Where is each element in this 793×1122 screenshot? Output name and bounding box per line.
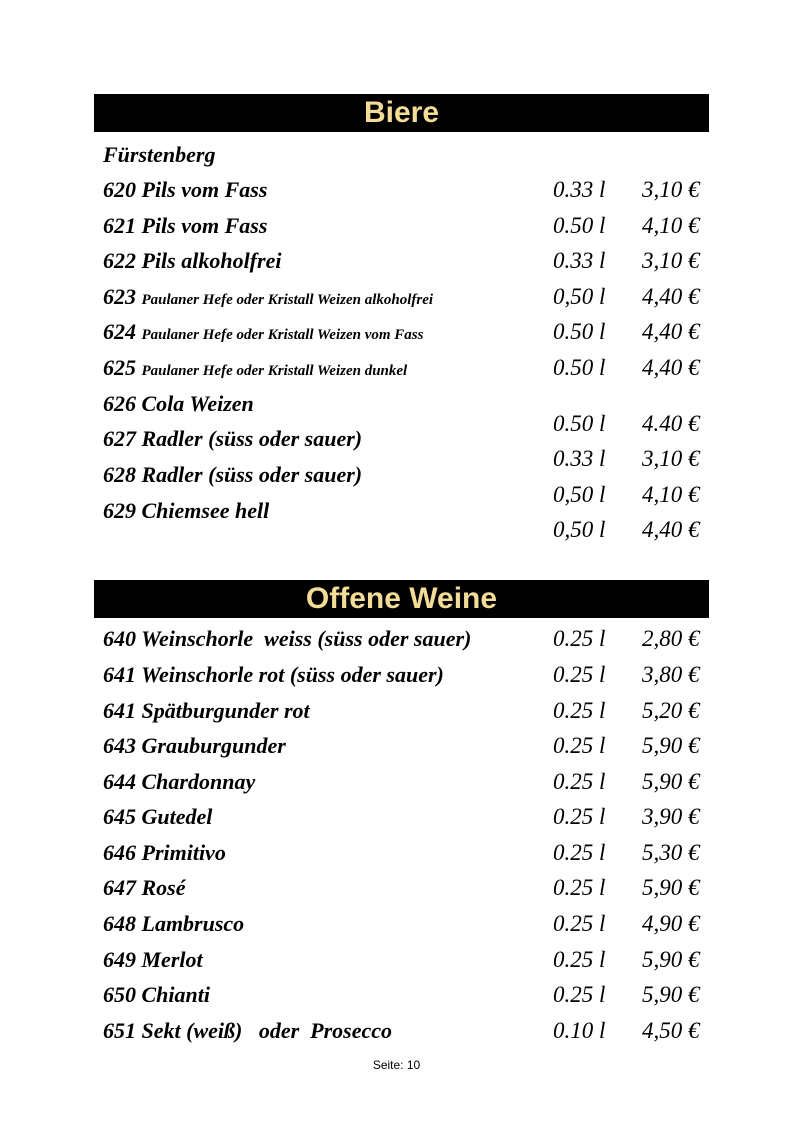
section-header-offene-weine: Offene Weine xyxy=(94,580,709,618)
menu-item-price: 4,50 € xyxy=(642,1018,700,1043)
menu-item-volume: 0.33 l xyxy=(553,177,606,202)
menu-item-name: 643 Grauburgunder xyxy=(103,733,286,758)
menu-item-name: 624 Paulaner Hefe oder Kristall Weizen vom Fass xyxy=(103,319,424,344)
menu-item-volume: 0.25 l xyxy=(553,875,606,900)
menu-item-volume: 0.25 l xyxy=(553,911,606,936)
menu-item-volume: 0,50 l xyxy=(553,482,606,507)
menu-item-price: 4,90 € xyxy=(642,911,700,936)
menu-item-name: 641 Weinschorle rot (süss oder sauer) xyxy=(103,662,444,687)
menu-item-price: 3,10 € xyxy=(642,177,700,202)
menu-item-price: 4.40 € xyxy=(642,411,700,436)
menu-item-price: 5,90 € xyxy=(642,875,700,900)
menu-item-name: 628 Radler (süss oder sauer) xyxy=(103,462,363,487)
menu-item-price: 4,10 € xyxy=(642,482,700,507)
section-subtitle: Fürstenberg xyxy=(103,142,216,167)
menu-item-volume: 0.50 l xyxy=(553,355,606,380)
menu-item-volume: 0.25 l xyxy=(553,769,606,794)
menu-item-name: 641 Spätburgunder rot xyxy=(103,698,310,723)
menu-item-volume: 0.25 l xyxy=(553,804,606,829)
menu-item-name: 651 Sekt (weiß) oder Prosecco xyxy=(103,1018,392,1043)
menu-item-price: 5,90 € xyxy=(642,733,700,758)
menu-item-volume: 0.33 l xyxy=(553,248,606,273)
menu-item-name: 649 Merlot xyxy=(103,947,203,972)
menu-item-volume: 0,50 l xyxy=(553,517,606,542)
menu-item-price: 5,90 € xyxy=(642,769,700,794)
menu-item-name: 622 Pils alkoholfrei xyxy=(103,248,282,273)
menu-item-price: 4,40 € xyxy=(642,355,700,380)
menu-item-name: 625 Paulaner Hefe oder Kristall Weizen dunkel xyxy=(103,355,408,380)
menu-item-price: 4,40 € xyxy=(642,319,700,344)
page-number: Seite: 10 xyxy=(372,1058,421,1072)
menu-item-volume: 0.25 l xyxy=(553,982,606,1007)
menu-item-price: 3,90 € xyxy=(642,804,700,829)
menu-item-volume: 0.50 l xyxy=(553,213,606,238)
menu-item-name: 650 Chianti xyxy=(103,982,210,1007)
menu-item-name: 621 Pils vom Fass xyxy=(103,213,268,238)
menu-item-volume: 0,50 l xyxy=(553,284,606,309)
menu-item-price: 5,90 € xyxy=(642,982,700,1007)
menu-item-volume: 0.33 l xyxy=(553,446,606,471)
menu-item-volume: 0.25 l xyxy=(553,662,606,687)
menu-item-volume: 0.25 l xyxy=(553,698,606,723)
menu-item-price: 3,80 € xyxy=(642,662,700,687)
menu-item-volume: 0.50 l xyxy=(553,319,606,344)
menu-item-volume: 0.25 l xyxy=(553,626,606,651)
menu-item-name: 629 Chiemsee hell xyxy=(103,498,270,523)
menu-item-price: 5,30 € xyxy=(642,840,700,865)
menu-item-volume: 0.25 l xyxy=(553,947,606,972)
menu-item-price: 4,40 € xyxy=(642,517,700,542)
menu-item-name: 648 Lambrusco xyxy=(103,911,245,936)
menu-item-name: 623 Paulaner Hefe oder Kristall Weizen alkoholfrei xyxy=(103,284,434,309)
menu-item-name: 645 Gutedel xyxy=(103,804,213,829)
menu-item-name: 647 Rosé xyxy=(103,875,186,900)
menu-item-name: 626 Cola Weizen xyxy=(103,391,254,416)
menu-item-price: 2,80 € xyxy=(642,626,700,651)
menu-item-name: 640 Weinschorle weiss (süss oder sauer) xyxy=(103,626,472,651)
menu-item-volume: 0.25 l xyxy=(553,840,606,865)
menu-item-volume: 0.25 l xyxy=(553,733,606,758)
menu-item-name: 644 Chardonnay xyxy=(103,769,256,794)
menu-item-price: 5,20 € xyxy=(642,698,700,723)
menu-item-price: 4,10 € xyxy=(642,213,700,238)
menu-item-name: 627 Radler (süss oder sauer) xyxy=(103,426,363,451)
menu-item-name: 620 Pils vom Fass xyxy=(103,177,268,202)
menu-item-price: 3,10 € xyxy=(642,248,700,273)
menu-item-name: 646 Primitivo xyxy=(103,840,226,865)
section-header-biere: Biere xyxy=(94,94,709,132)
menu-item-price: 3,10 € xyxy=(642,446,700,471)
menu-item-price: 5,90 € xyxy=(642,947,700,972)
menu-item-volume: 0.50 l xyxy=(553,411,606,436)
menu-item-price: 4,40 € xyxy=(642,284,700,309)
menu-item-volume: 0.10 l xyxy=(553,1018,606,1043)
